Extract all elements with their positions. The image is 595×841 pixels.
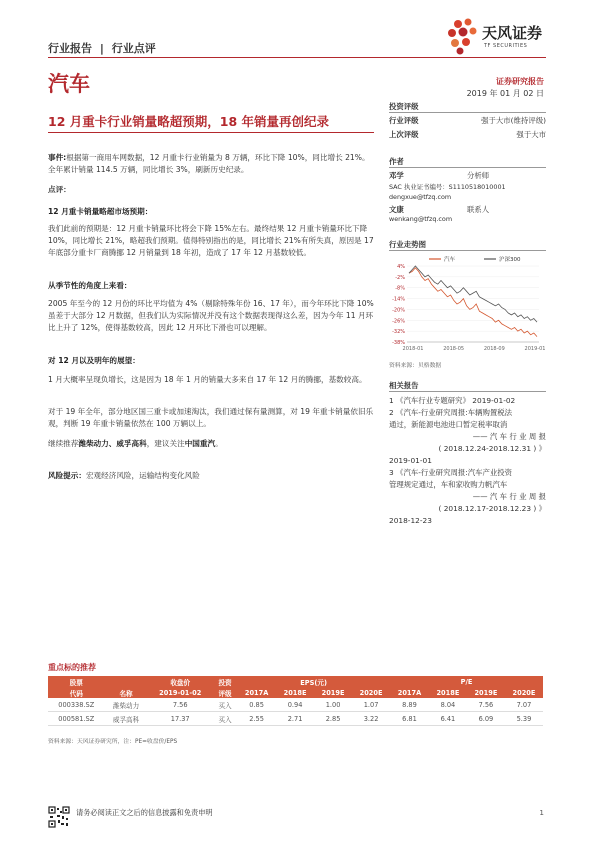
eps-value: 2.71 (276, 712, 314, 726)
paragraph-1: 我们此前的预期是：12 月重卡销量环比将会下降 15%左右。最终结果 12 月重卡销量环比下降 10%，同比增长 21%，略超我们预期。值得特别指出的是，同比增长 21%有所失真，原因是 17 年底部分重卡厂商腾挪 12 月销量到 18 年初，造成了 17 年 12 月基数较低。 (48, 224, 374, 257)
y-tick-label: -2% (395, 274, 405, 281)
pe-value: 7.56 (467, 698, 505, 712)
pe-year-1: 2017A (390, 687, 429, 698)
y-tick-label: 4% (397, 264, 405, 270)
industry-rating-label: 行业评级 (389, 116, 419, 125)
rating-divider (389, 112, 546, 113)
y-tick-label: -8% (395, 285, 405, 292)
x-tick-label: 2018-01 (402, 346, 424, 352)
author1-email: dengxue@tfzq.com (389, 193, 452, 201)
pe-value: 8.89 (390, 698, 429, 712)
related-list (389, 395, 546, 527)
section-heading-3: 对 12 月以及明年的展望： (48, 356, 140, 365)
pe-year-3: 2019E (467, 687, 505, 698)
pe-value: 7.07 (505, 698, 543, 712)
recommend-text-e: 。 (215, 439, 223, 448)
author2-name: 文康 (389, 205, 404, 214)
recommend-text-c: ，建议关注 (146, 439, 185, 448)
related-divider (389, 391, 546, 392)
brand-name-cn: 天风证券 (482, 24, 543, 42)
report-date: 2019 年 01 月 02 日 (466, 89, 544, 98)
trend-divider (389, 250, 546, 251)
stock-rating: 买入 (213, 712, 237, 726)
eps-value: 1.00 (314, 698, 352, 712)
event-paragraph (48, 152, 374, 176)
related-report-2-line3: —— 汽 车 行 业 周 报 (472, 432, 546, 441)
col-price: 收盘价 (148, 676, 213, 687)
related-report-2-line4: ( 2018.12.24-2018.12.31 ) 》 (438, 444, 546, 453)
col-eps: EPS(元) (237, 676, 390, 687)
pe-value: 6.09 (467, 712, 505, 726)
eps-value: 2.85 (314, 712, 352, 726)
author1-cert: SAC 执业证书编号：S1110518010001 (389, 183, 506, 191)
paragraph-3: 1 月大概率呈现负增长，这是因为 18 年 1 月的销量大多来自 17 年 12 月的腾挪，基数较高。 (48, 375, 367, 384)
col-price-date: 2019-01-02 (148, 687, 213, 698)
author1-name: 邓学 (389, 171, 404, 180)
col-code: 代码 (48, 687, 105, 698)
qr-code-icon (48, 806, 70, 828)
y-tick-label: -14% (392, 296, 405, 303)
related-report-2[interactable]: 2 《汽车-行业研究周报:车辆购置税法 (389, 408, 513, 417)
legend-label: 汽车 (444, 257, 456, 263)
series-line (409, 268, 537, 337)
risk-text: 宏观经济风险，运输结构变化风险 (85, 471, 200, 480)
event-text: 根据第一商用车网数据，12 月重卡行业销量为 8 万辆，环比下降 10%，同比增长 21%。全年累计销量 114.5 万辆，同比增长 3%，刷新历史纪录。 (48, 153, 370, 174)
category-separator: | (99, 42, 104, 55)
pe-year-2: 2018E (429, 687, 467, 698)
report-title: 12 月重卡行业销量略超预期，18 年销量再创纪录 (48, 114, 329, 129)
table-row (48, 698, 543, 712)
stock-price: 7.56 (148, 698, 213, 712)
author2-role: 联系人 (467, 205, 490, 214)
pe-value: 8.04 (429, 698, 467, 712)
risk-label: 风险提示： (48, 471, 86, 480)
author-divider (389, 167, 546, 168)
eps-value: 1.07 (352, 698, 390, 712)
stock-name: 潍柴动力 (105, 698, 148, 712)
eps-year-4: 2020E (352, 687, 390, 698)
author2-email: wenkang@tfzq.com (389, 215, 453, 223)
col-rating-2: 评级 (213, 687, 237, 698)
title-rule (48, 132, 374, 133)
eps-value: 3.22 (352, 712, 390, 726)
related-heading: 相关报告 (389, 381, 419, 390)
table-row (48, 712, 543, 726)
x-tick-label: 2018-05 (443, 346, 465, 352)
recommend-table-wrap (48, 676, 543, 726)
y-tick-label: -38% (392, 340, 405, 346)
recommend-stocks: 潍柴动力、威孚高科 (78, 439, 147, 448)
table-source: 资料来源：天风证券研究所，注：PE=收盘价/EPS (48, 739, 178, 745)
trend-heading: 行业走势图 (389, 240, 426, 249)
stock-price: 17.37 (148, 712, 213, 726)
pe-value: 6.41 (429, 712, 467, 726)
eps-year-3: 2019E (314, 687, 352, 698)
eps-value: 0.85 (237, 698, 276, 712)
stock-rating: 买入 (213, 698, 237, 712)
page-number: 1 (539, 808, 544, 817)
footer-disclaimer: 请务必阅读正文之后的信息披露和免责申明 (76, 808, 213, 817)
report-category (48, 40, 156, 56)
related-report-3-line4: ( 2018.12.17-2018.12.23 ) 》 (438, 504, 546, 513)
prev-rating-value: 强于大市 (516, 130, 546, 139)
legend-label: 沪深300 (499, 257, 521, 263)
related-report-2-line2: 通过，新能源电池进口暂定税率取消 (389, 420, 508, 429)
comment-label: 点评： (48, 185, 71, 194)
stock-name: 威孚高科 (105, 712, 148, 726)
eps-value: 2.55 (237, 712, 276, 726)
industry-trend-chart (389, 254, 546, 356)
stock-code: 000338.SZ (48, 698, 105, 712)
subcategory-label: 行业点评 (111, 42, 156, 55)
related-report-3-date: 2018-12-23 (389, 516, 432, 525)
eps-year-2: 2018E (276, 687, 314, 698)
related-section (389, 380, 546, 525)
author-heading: 作者 (389, 157, 404, 166)
brand-name-en: TF SECURITIES (484, 43, 528, 49)
x-tick-label: 2019-01 (524, 346, 546, 352)
col-stock: 股票 (48, 676, 105, 687)
tf-logo-icon (444, 16, 484, 56)
recommend-table (48, 676, 543, 726)
pe-value: 5.39 (505, 712, 543, 726)
rating-heading: 投资评级 (389, 102, 419, 111)
col-name: 名称 (105, 687, 148, 698)
trend-source: 资料来源：贝格数据 (389, 363, 442, 369)
x-tick-label: 2018-09 (483, 346, 505, 352)
y-tick-label: -32% (392, 329, 405, 336)
y-tick-label: -26% (392, 318, 405, 325)
related-report-3-line2: 管理规定通过，车和家收购力帆汽车 (389, 480, 508, 489)
related-report-2-date: 2019-01-01 (389, 456, 432, 465)
pe-year-4: 2020E (505, 687, 543, 698)
brand-logo (444, 16, 554, 56)
recommend-heading: 重点标的推荐 (48, 663, 96, 672)
paragraph-5 (48, 438, 374, 450)
eps-year-1: 2017A (237, 687, 276, 698)
paragraph-4: 对于 19 年全年，部分地区国三重卡或加速淘汰，我们通过保有量测算，对 19 年重卡销量依旧乐观，判断 19 年重卡销量依然在 100 万辆以上。 (48, 407, 374, 428)
prev-rating-label: 上次评级 (389, 130, 419, 139)
col-rating: 投资 (213, 676, 237, 687)
industry-rating-value: 强于大市(维持评级) (481, 116, 546, 125)
event-label: 事件: (48, 153, 67, 162)
section-heading-1: 12 月重卡销量略超市场预期： (48, 207, 153, 216)
author1-role: 分析师 (467, 171, 490, 180)
sector-title: 汽车 (48, 72, 90, 96)
report-type: 证券研究报告 (496, 77, 544, 86)
y-tick-label: -20% (392, 307, 405, 314)
pe-value: 6.81 (390, 712, 429, 726)
header-rule (48, 57, 546, 58)
watch-stock: 中国重汽 (184, 439, 216, 448)
col-pe: P/E (390, 676, 543, 687)
risk-paragraph (48, 470, 374, 482)
section-heading-2: 从季节性的角度上来看： (48, 281, 132, 290)
stock-code: 000581.SZ (48, 712, 105, 726)
series-line (409, 266, 537, 322)
recommend-text-a: 继续推荐 (48, 439, 79, 448)
related-report-3-line3: —— 汽 车 行 业 周 报 (472, 492, 546, 501)
related-report-1[interactable]: 1 《汽车行业专题研究》 2019-01-02 (389, 396, 516, 405)
paragraph-2: 2005 年至今的 12 月份的环比平均值为 4%（剔除特殊年份 16、17 年），而今年环比下降 10%虽差于大部分 12 月数据，但我们认为实际情况并没有这个数据表现得这么差，因为今年 11 月环比上升了 12%，使得基数较高，因此 12 月环比下滑也可以理解。 (48, 299, 374, 332)
related-report-3[interactable]: 3 《汽车-行业研究周报:汽车产业投资 (389, 468, 513, 477)
eps-value: 0.94 (276, 698, 314, 712)
category-label: 行业报告 (48, 42, 92, 55)
